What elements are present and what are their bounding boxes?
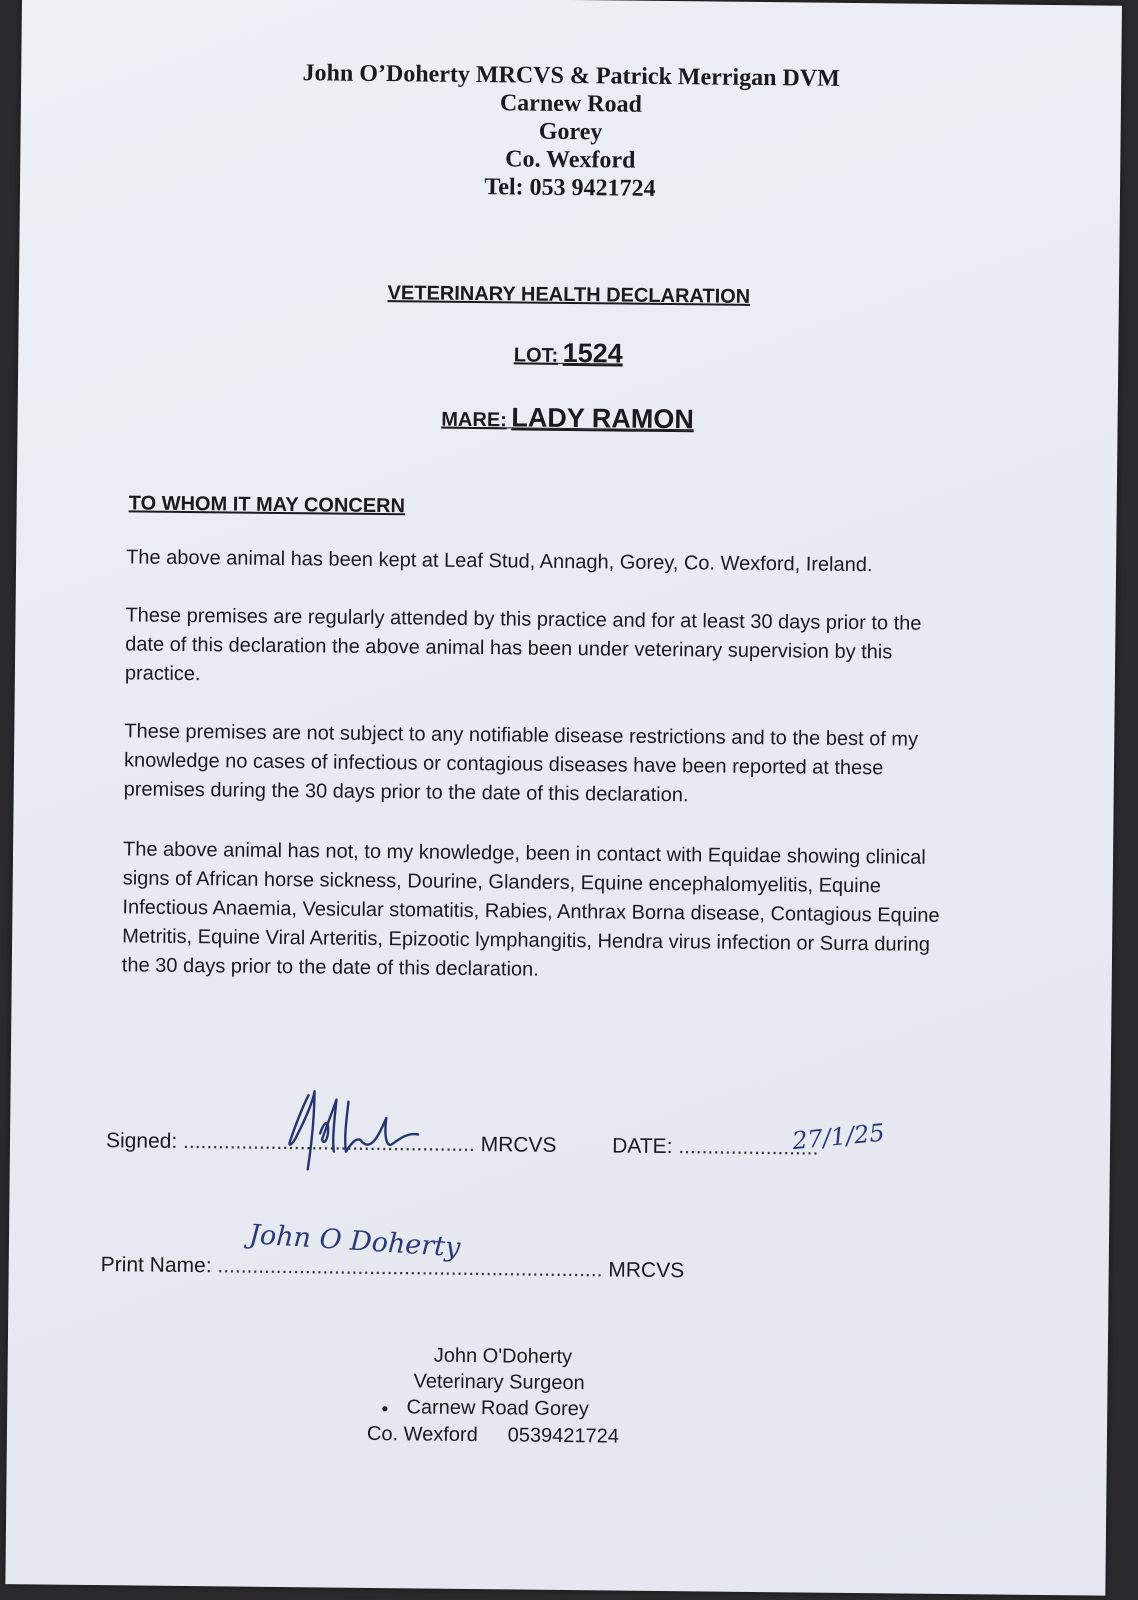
lot-line bbox=[18, 332, 1118, 375]
practice-stamp bbox=[367, 1342, 668, 1450]
paragraph-diseases: The above animal has not, to my knowledge, been in contact with Equidae showing clinical signs of African horse sickness, Dourine, Glanders, Equine encephalomyelitis, Equine Infectious Anaemia, Vesicular stomatitis, Rabies, Anthrax Borna disease, Contagious Equine Metritis, Equine Viral Arteritis, Epizootic lymphangitis, Hendra virus infection or Surra during the 30 days prior to the date of this declaration. bbox=[121, 838, 940, 981]
mare-label: MARE: bbox=[441, 408, 507, 432]
mare-name: LADY RAMON bbox=[511, 402, 695, 435]
signature-icon bbox=[268, 1081, 459, 1183]
stamp-role: Veterinary Surgeon bbox=[413, 1370, 585, 1395]
practice-phone: Tel: 053 9421724 bbox=[484, 174, 656, 202]
date-label: DATE: bbox=[612, 1134, 673, 1159]
print-name-dots: .................................................................. bbox=[217, 1254, 603, 1282]
signed-dots: .................................................. bbox=[182, 1129, 475, 1157]
paragraph-premises: The above animal has been kept at Leaf Stud, Annagh, Gorey, Co. Wexford, Ireland. bbox=[126, 546, 873, 577]
practice-town: Gorey bbox=[538, 118, 603, 146]
practice-letterhead bbox=[20, 56, 1121, 208]
date-dots: ........................ bbox=[678, 1135, 819, 1160]
print-name-label: Print Name: bbox=[100, 1253, 212, 1278]
paragraph-supervision: These premises are regularly attended by this practice and for at least 30 days prior to the date of this declaration the above animal has been under veterinary supervision by this practice. bbox=[124, 604, 922, 686]
mare-line bbox=[17, 397, 1117, 440]
lot-value: 1524 bbox=[562, 337, 623, 369]
signature-row bbox=[106, 1129, 819, 1160]
practice-county: Co. Wexford bbox=[505, 146, 636, 174]
salutation: TO WHOM IT MAY CONCERN bbox=[128, 492, 406, 518]
printed-name-handwritten: John O Doherty bbox=[248, 1219, 462, 1264]
lot-label: LOT: bbox=[513, 344, 559, 367]
stamp-county: Co. Wexford bbox=[366, 1422, 478, 1446]
signed-label: Signed: bbox=[105, 1129, 178, 1153]
signed-suffix: MRCVS bbox=[480, 1133, 557, 1157]
practice-street: Carnew Road bbox=[499, 90, 643, 118]
practice-names: John O’Doherty MRCVS & Patrick Merrigan DVM bbox=[302, 60, 840, 92]
stamp-address: Carnew Road Gorey bbox=[406, 1396, 589, 1421]
declaration-sheet bbox=[5, 0, 1122, 1596]
paragraph-restrictions: These premises are not subject to any notifiable disease restrictions and to the best of my knowledge no cases of infectious or contagious diseases have been reported at these premises during the 30 days prior to the date of this declaration. bbox=[123, 720, 919, 807]
stamp-phone: 0539421724 bbox=[507, 1424, 620, 1448]
print-name-suffix: MRCVS bbox=[608, 1258, 685, 1283]
bullet-icon: ● bbox=[381, 1400, 389, 1415]
date-handwritten: 27/1/25 bbox=[790, 1118, 886, 1156]
stamp-name: John O'Doherty bbox=[433, 1344, 573, 1369]
document-title: VETERINARY HEALTH DECLARATION bbox=[387, 282, 751, 308]
